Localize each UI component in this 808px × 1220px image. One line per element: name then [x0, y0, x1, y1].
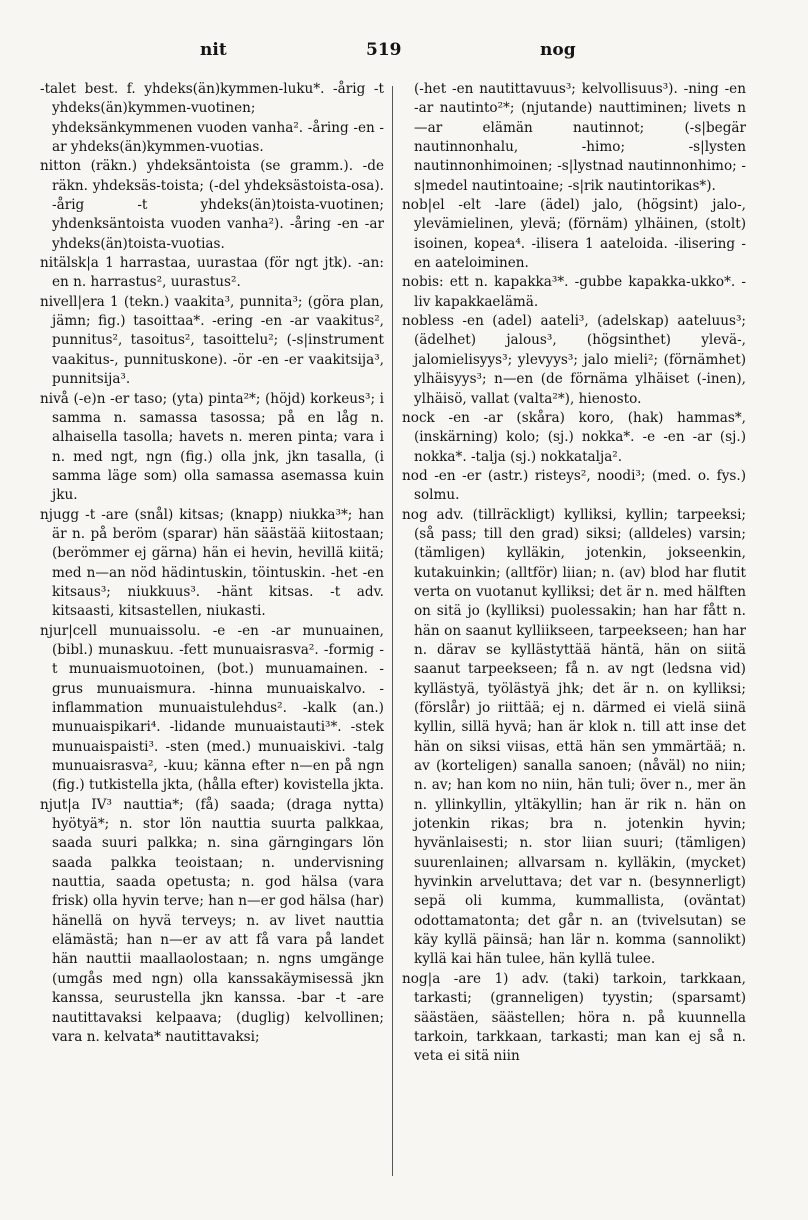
- column-divider: [392, 86, 393, 1176]
- dictionary-entry: nitälsk|a 1 harrastaa, uurastaa (för ngt jtk). -an: en n. harrastus², uurastus².: [40, 255, 384, 291]
- dictionary-entry: nivell|era 1 (tekn.) vaakita³, punnita³; (göra plan, jämn; fig.) tasoittaa*. -ering -en -ar vaakitus², punnitus², tasoitus², tasoittelu²; (-s|instrument vaakitus-, punnituskone). -ör -en -er vaakitsija³, punnitsija³.: [40, 293, 384, 388]
- dictionary-entry: njur|cell munuaissolu. -e -en -ar munuainen, (bibl.) munaskuu. -fett munuaisrasva². -formig -t munuaismuotoinen, (bot.) munuamainen. -grus munuaismura. -hinna munuaiskalvo. -inflammation munuaistulehdus². -kalk (an.) munuaispikari⁴. -lidande munuaistauti³*. -stek munuaispaisti³. -sten (med.) munuaiskivi. -talg munuaisrasva², -kuu; känna efter n—en på ngn (fig.) tutkistella jkta, (hålla efter) kovistella jkta.: [40, 622, 384, 794]
- dictionary-entry: nobless -en (adel) aateli³, (adelskap) aateluus³; (ädelhet) jalous³, (högsinthet) ylevä-, jalomielisyys³; ylevyys³; jalo mieli²; (förnämhet) ylhäisyys³; n—en (de förnäma ylhäiset (-inen), ylhäisö, vallat (valta²*), hienosto.: [402, 313, 746, 407]
- dictionary-entry: nitton (räkn.) yhdeksäntoista (se gramm.). -de räkn. yhdeksäs-toista; (-del yhdeksästoista-osa). -årig -t yhdeks(än)toista-vuotinen; yhdenksäntoista vuoden vanha²). -åring -en -ar yhdeks(än)toista-vuotias.: [40, 158, 384, 252]
- dictionary-entry: njugg -t -are (snål) kitsas; (knapp) niukka³*; han är n. på beröm (sparar) hän säästää kiitostaan; (berömmer ej gärna) hän ei hevin, hevillä kiitä; med n—an nöd hädintuskin, töintuskin. -het -en kitsaus³; niukkuus³. -hänt kitsas. -t adv. kitsaasti, kitsastellen, niukasti.: [40, 506, 384, 620]
- dictionary-entry: nog adv. (tillräckligt) kylliksi, kyllin; tarpeeksi; (så pass; till den grad) siksi; (alldeles) varsin; (tämligen) kylläkin, jotenkin, jokseenkin, kutakuinkin; (alltför) liian; n. (av) blod har flutit verta on vuotanut kylliksi; det är n. med hälften on sitä jo (kylliksi) puolessakin; han har fått n. hän on saanut kylliikseen, tarpeekseen; han har n. därav se kyllästyttää häntä, hän on siitä saanut tarpeekseen; få n. av ngt (ledsna vid) kyllästyä, työlästyä jhk; det är n. on kylliksi; (förslår) jo riittää; ej n. därmed ei vielä siinä kyllin, sillä hyvä; han är klok n. till att inse det hän on siksi viisas, että hän sen ymmärtää; n. av (korteligen) sanalla sanoen; (nåväl) no niin; n. av; han kom no niin, hän tuli; över n., mer än n. yllinkyllin, yltäkyllin; han är rik n. hän on jotenkin rikas; bra n. jotenkin hyvin; hyvänlaisesti; n. stor liian suuri; (tämligen) suurenlainen; allvarsam n. kylläkin, (mycket) hyvinkin arveluttava; det var n. (besynnerligt) sepä oli kumma, kummallista, (oväntat) odottamatonta; det går n. an (tvivelsutan) se käy kyllä päinsä; han lär n. komma (sannolikt) kyllä kai hän tulee, hän kyllä tulee.: [402, 506, 746, 968]
- dictionary-entry: nobis: ett n. kapakka³*. -gubbe kapakka-ukko*. -liv kapakkaelämä.: [402, 274, 746, 310]
- header-right-word: nog: [540, 40, 576, 60]
- dictionary-entry: nog|a -are 1) adv. (taki) tarkoin, tarkkaan, tarkasti; (granneligen) tyystin; (sparsamt) säästäen, säästellen; höra n. på kuunnella tarkoin, tarkkaan, tarkasti; man kan ej så n. veta ei sitä niin: [402, 970, 746, 1065]
- left-column: [40, 80, 384, 1047]
- dictionary-entry: njut|a IV³ nauttia*; (få) saada; (draga nytta) hyötyä*; n. stor lön nauttia suurta palkkaa, saada suuri palkka; n. sina gärngingars lön saada palkka teoistaan; n. undervisning nauttia, saada opetusta; n. god hälsa (vara frisk) olla hyvin terve; han n—er god hälsa (har) hänellä on hyvä terveys; n. av livet nauttia elämästä; han n—er av att få vara på landet hän nauttii maallaolostaan; n. ngns umgänge (umgås med ngn) olla kanssakäymisessä jkn kanssa, seurustella jkn kanssa. -bar -t -are nautittavaksi kelpaava; (duglig) kelvollinen; vara n. kelvata* nautittavaksi;: [40, 796, 384, 1045]
- dictionary-entry: (-het -en nautittavuus³; kelvollisuus³). -ning -en -ar nautinto²*; (njutande) nauttiminen; livets n—ar elämän nautinnot; (-s|begär nautinnonhalu, -himo; -s|lysten nautinnonhimoinen; -s|lystnad nautinnonhimo; -s|medel nautintoaine; -s|rik nautintorikas*).: [414, 81, 746, 194]
- dictionary-entry: nod -en -er (astr.) risteys², noodi³; (med. o. fys.) solmu.: [402, 467, 746, 504]
- dictionary-entry: nock -en -ar (skåra) koro, (hak) hammas*, (inskärning) kolo; (sj.) nokka*. -e -en -ar (sj.) nokka*. -talja (sj.) nokkatalja².: [402, 409, 746, 465]
- page-number: 519: [366, 40, 402, 60]
- header-left-word: nit: [200, 40, 227, 60]
- right-column: [402, 80, 746, 1067]
- dictionary-entry: nivå (-e)n -er taso; (yta) pinta²*; (höjd) korkeus³; i samma n. samassa tasossa; på en låg n. alhaisella tasolla; havets n. meren pinta; vara i n. med ngt, ngn (fig.) olla jnk, jkn tasalla, (i samma läge som) olla samassa asemassa kuin jku.: [40, 390, 384, 504]
- dictionary-entry: nob|el -elt -lare (ädel) jalo, (högsint) jalo-, ylevämielinen, ylevä; (förnäm) ylhäinen, (stolt) isoinen, kopea⁴. -ilisera 1 aateloida. -ilisering -en aateloiminen.: [402, 197, 746, 272]
- dictionary-entry: -talet best. f. yhdeks(än)kymmen-luku*. -årig -t yhdeks(än)kymmen-vuotinen; yhdeksänkymmenen vuoden vanha². -åring -en -ar yhdeks(än)kymmen-vuotias.: [40, 81, 384, 156]
